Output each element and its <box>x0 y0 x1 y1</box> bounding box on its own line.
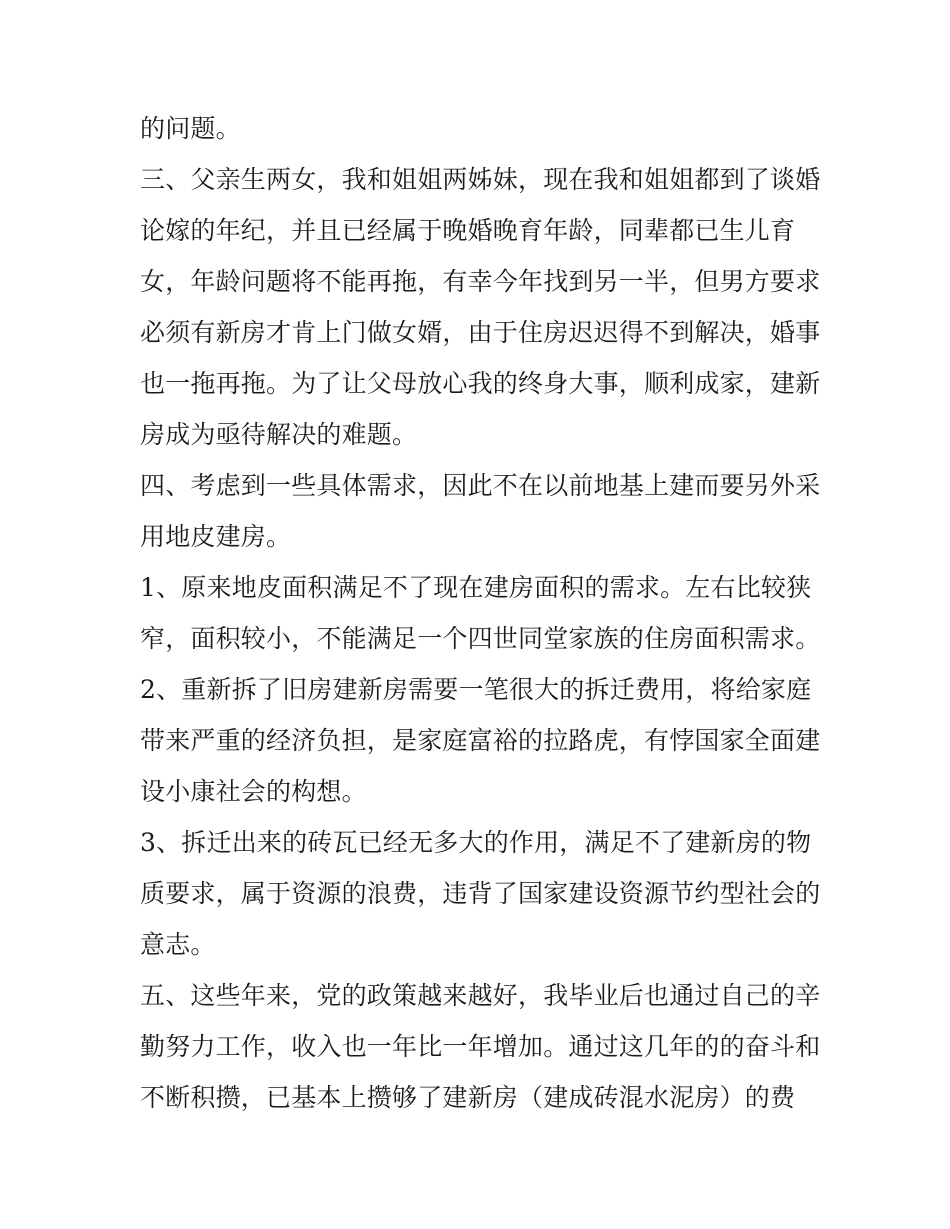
text-line: 3、拆迁出来的砖瓦已经无多大的作用，满足不了建新房的物 <box>140 828 812 857</box>
text-line: 也一拖再拖。为了让父母放心我的终身大事，顺利成家，建新 <box>140 369 821 398</box>
text-line: 带来严重的经济负担，是家庭富裕的拉路虎，有悖国家全面建 <box>140 726 821 755</box>
text-line: 不断积攒，已基本上攒够了建新房（建成砖混水泥房）的费 <box>140 1083 796 1112</box>
text-line: 女，年龄问题将不能再拖，有幸今年找到另一半，但男方要求 <box>140 267 821 296</box>
text-line: 三、父亲生两女，我和姐姐两姊妹，现在我和姐姐都到了谈婚 <box>140 165 821 194</box>
text-line: 五、这些年来，党的政策越来越好，我毕业后也通过自己的辛 <box>140 981 821 1010</box>
text-line: 四、考虑到一些具体需求，因此不在以前地基上建而要另外采 <box>140 471 821 500</box>
text-line: 窄，面积较小，不能满足一个四世同堂家族的住房面积需求。 <box>140 624 821 653</box>
text-line: 1、原来地皮面积满足不了现在建房面积的需求。左右比较狭 <box>140 573 812 602</box>
text-line: 的问题。 <box>140 114 241 143</box>
text-line: 2、重新拆了旧房建新房需要一笔很大的拆迁费用，将给家庭 <box>140 675 812 704</box>
text-line: 意志。 <box>140 930 216 959</box>
text-line: 勤努力工作，收入也一年比一年增加。通过这几年的的奋斗和 <box>140 1032 821 1061</box>
text-line: 设小康社会的构想。 <box>140 777 367 806</box>
text-line: 质要求，属于资源的浪费，违背了国家建设资源节约型社会的 <box>140 879 821 908</box>
text-line: 房成为亟待解决的难题。 <box>140 420 418 449</box>
text-line: 必须有新房才肯上门做女婿，由于住房迟迟得不到解决，婚事 <box>140 318 821 347</box>
text-line: 用地皮建房。 <box>140 522 292 551</box>
text-line: 论嫁的年纪，并且已经属于晚婚晚育年龄，同辈都已生儿育 <box>140 216 796 245</box>
